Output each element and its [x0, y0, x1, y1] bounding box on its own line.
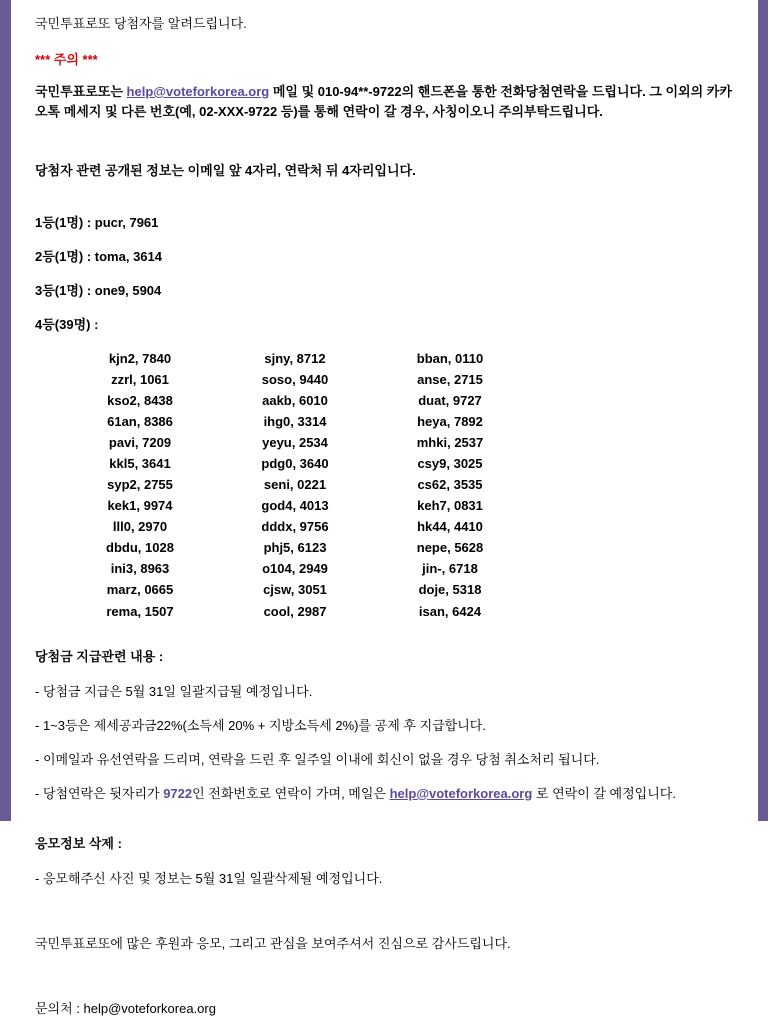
notice-heading: *** 주의 ***	[35, 51, 98, 67]
winner-entry: isan, 6424	[418, 603, 482, 619]
winner-entry: pavi, 7209	[108, 435, 172, 451]
deletion-item: - 응모해주신 사진 및 정보는 5월 31일 일괄삭제될 예정입니다.	[35, 870, 383, 886]
winner-entry: csy9, 3025	[417, 456, 483, 472]
notice-body-part1: 국민투표로또는	[35, 84, 127, 99]
contact-prefix: - 당첨연락은 뒷자리가	[35, 785, 164, 801]
notice-block	[35, 50, 740, 123]
contact-suffix: 로 연락이 갈 예정입니다.	[532, 785, 676, 801]
winner-entry: syp2, 2755	[107, 477, 173, 493]
winner-entry: keh7, 0831	[417, 498, 483, 514]
winner-entry: doje, 5318	[418, 582, 482, 598]
winner-entry: phj5, 6123	[263, 540, 327, 556]
winner-entry: kso2, 8438	[107, 393, 173, 409]
left-margin-rail	[0, 0, 11, 821]
footer-label: 문의처 :	[35, 1001, 84, 1017]
spacer-after-thanks	[35, 967, 740, 985]
notice-body	[35, 82, 735, 122]
winner-entry: soso, 9440	[261, 372, 329, 388]
footer-email[interactable]: help@voteforkorea.org	[83, 1001, 216, 1017]
winner-entry: yeyu, 2534	[262, 435, 328, 451]
winner-entry: god4, 4013	[261, 498, 329, 514]
payment-item: - 1~3등은 제세공과금22%(소득세 20% + 지방소득세 2%)를 공제 후 지급합니다.	[35, 717, 486, 733]
payment-item: - 이메일과 유선연락을 드리며, 연락을 드린 후 일주일 이내에 회신이 없을 경우 당첨 취소처리 됩니다.	[35, 751, 600, 767]
thanks-text: 국민투표로또에 많은 후원과 응모, 그리고 관심을 보여주셔서 진심으로 감사드립니다.	[35, 936, 511, 951]
winner-entry: kjn2, 7840	[108, 350, 172, 366]
intro-text: 국민투표로또 당첨자를 알려드립니다.	[35, 16, 247, 31]
winner-entry: bban, 0110	[416, 350, 484, 366]
winner-entry: cs62, 3535	[417, 477, 483, 493]
winner-entry: anse, 2715	[417, 372, 483, 388]
winner-entry: sjny, 8712	[264, 350, 326, 366]
winner-entry: cjsw, 3051	[263, 582, 327, 598]
winner-entry: hk44, 4410	[417, 519, 483, 535]
notice-body-part2: 메일 및 010-94**-9722의 핸드폰을 통한 전화당첨연락을 드립니다. 그 이외의 카카오톡 메세지 및 다른 번호(예, 02-XXX-9722 등)를 통해 연락이 갈 경우, 사칭이오니 주의부탁드립니다.	[35, 84, 732, 120]
winner-entry: dddx, 9756	[261, 519, 329, 535]
notice-email-link[interactable]: help@voteforkorea.org	[126, 84, 270, 99]
right-margin-rail	[758, 0, 768, 821]
contact-number: 9722	[163, 785, 193, 801]
winner-entry: heya, 7892	[417, 414, 483, 430]
fourth-place-winners-grid	[35, 348, 740, 622]
winner-entry: pdg0, 3640	[261, 456, 329, 472]
rank-line-4: 4등(39명) :	[35, 316, 99, 332]
spacer-after-notice	[35, 135, 740, 161]
winner-entry: marz, 0665	[106, 582, 174, 598]
rank-line-1: 1등(1명) : pucr, 7961	[35, 214, 159, 230]
winner-entry: mhki, 2537	[416, 435, 484, 451]
footer-contact	[35, 998, 740, 1019]
winner-entry: o104, 2949	[262, 561, 328, 577]
spacer-after-payment	[35, 817, 740, 827]
spacer-after-disclosure	[35, 181, 740, 199]
rank-line-3: 3등(1명) : one9, 5904	[35, 282, 162, 298]
contact-email-link[interactable]: help@voteforkorea.org	[389, 785, 533, 801]
contact-mid: 인 전화번호로 연락이 가며, 메일은	[192, 785, 390, 801]
winner-entry: 61an, 8386	[107, 414, 173, 430]
spacer-after-deletion	[35, 902, 740, 920]
document-content	[11, 0, 758, 1017]
winner-entry: dbdu, 1028	[106, 540, 174, 556]
payment-section-title: 당첨금 지급관련 내용 :	[35, 648, 164, 664]
winner-entry: jin-, 6718	[422, 561, 478, 577]
payment-contact-item	[35, 783, 740, 804]
winner-entry: duat, 9727	[418, 393, 482, 409]
winner-entry: lll0, 2970	[112, 519, 168, 535]
winner-entry: zzrl, 1061	[111, 372, 169, 388]
payment-item: - 당첨금 지급은 5월 31일 일괄지급될 예정입니다.	[35, 683, 313, 699]
winner-entry: seni, 0221	[263, 477, 327, 493]
winner-entry: cool, 2987	[263, 603, 327, 619]
winner-entry: nepe, 5628	[416, 540, 484, 556]
deletion-section-title: 응모정보 삭제 :	[35, 835, 122, 851]
winner-entry: ini3, 8963	[110, 561, 170, 577]
winner-entry: kkl5, 3641	[109, 456, 171, 472]
rank-line-2: 2등(1명) : toma, 3614	[35, 248, 162, 264]
winner-entry: rema, 1507	[106, 603, 174, 619]
winner-entry: ihg0, 3314	[263, 414, 327, 430]
disclosure-text: 당첨자 관련 공개된 정보는 이메일 앞 4자리, 연락처 뒤 4자리입니다.	[35, 163, 416, 179]
winner-entry: kek1, 9974	[107, 498, 173, 514]
winner-entry: aakb, 6010	[262, 393, 328, 409]
spacer-after-grid	[35, 622, 740, 640]
